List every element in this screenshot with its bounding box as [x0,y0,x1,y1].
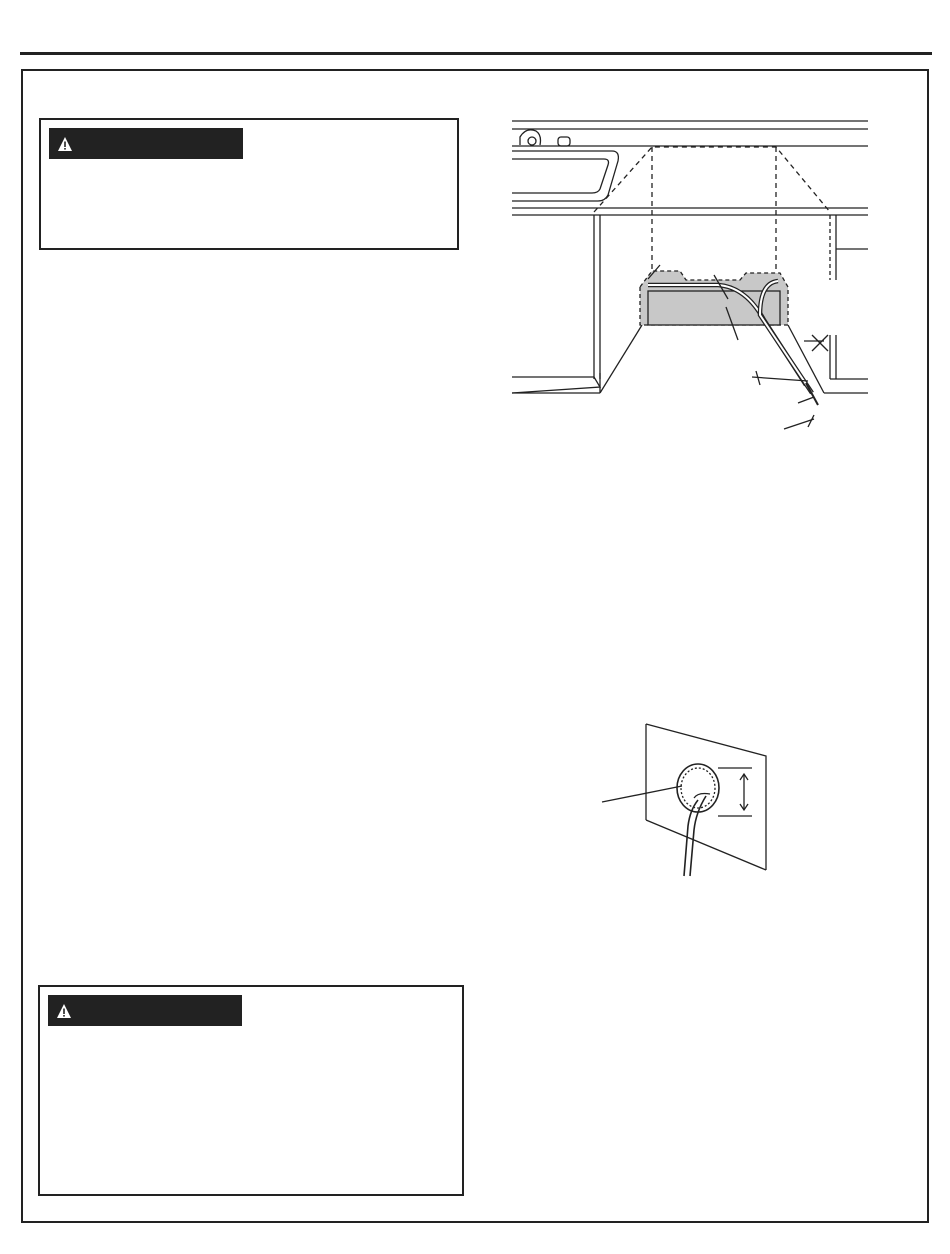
warning-triangle-icon [56,1003,72,1019]
warning-box-bottom [38,985,464,1196]
power-cord-through-hole-illustration [598,720,768,880]
warning-header [49,128,243,159]
top-rule [20,52,932,55]
dishwasher-installation-illustration [508,115,873,437]
warning-triangle-icon [57,136,73,152]
warning-box-top [39,118,459,250]
warning-header [48,995,242,1026]
